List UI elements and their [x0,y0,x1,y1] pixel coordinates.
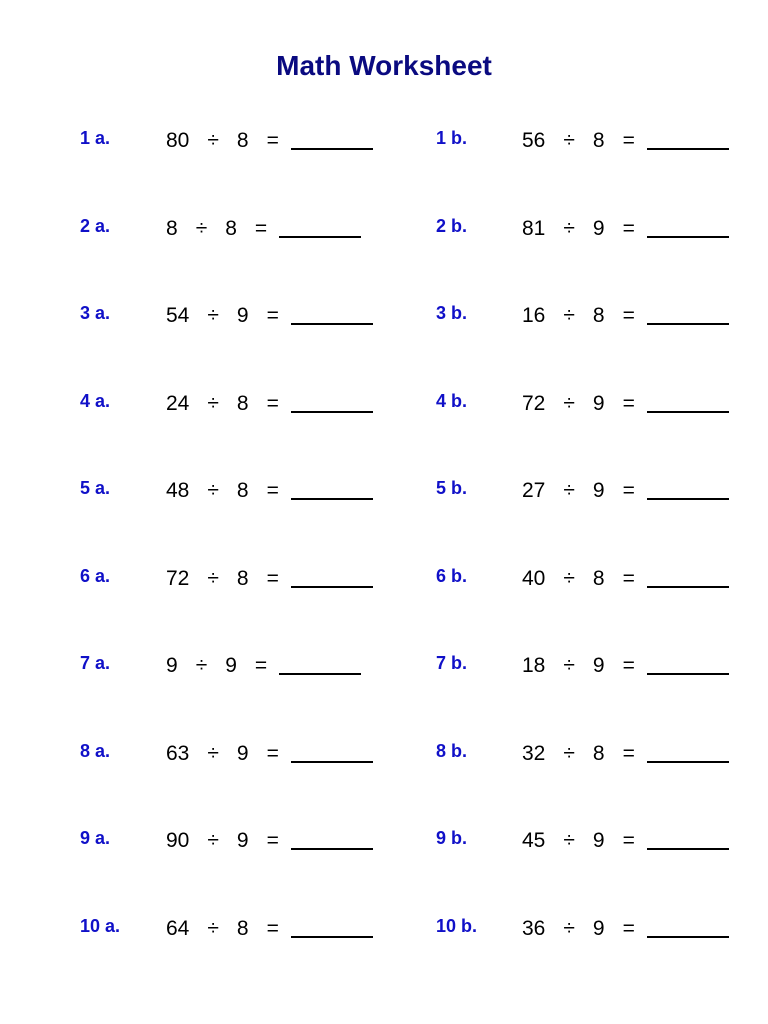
division-sign: ÷ [207,829,219,852]
problem-item [436,303,756,343]
dividend: 9 [166,654,178,677]
equals-sign: = [622,829,635,852]
problem-label: 9 b. [436,828,468,848]
division-sign: ÷ [563,566,575,590]
problem-label: 1 a. [80,128,111,148]
answer-blank[interactable] [647,479,729,500]
answer-blank[interactable] [647,567,729,588]
answer-blank[interactable] [279,217,361,238]
problem-item [80,128,400,168]
division-expression [522,479,729,503]
problem-label: 7 a. [80,653,111,673]
division-sign: ÷ [563,916,575,940]
division-expression [166,567,373,591]
dividend: 32 [522,741,546,765]
division-expression [522,129,729,153]
equals-sign: = [622,916,635,940]
problem-label: 2 a. [80,215,111,236]
dividend: 64 [166,916,190,940]
equals-sign: = [622,654,635,677]
problem-label: 8 b. [436,740,468,761]
answer-blank[interactable] [647,392,729,413]
problem-item [436,391,756,431]
divisor: 9 [236,304,249,327]
division-expression [166,304,373,328]
problem-item [80,566,400,606]
division-expression [166,654,361,678]
dividend: 48 [166,479,190,502]
divisor: 8 [236,129,249,152]
answer-blank[interactable] [647,654,729,675]
problem-label: 6 b. [436,565,468,586]
equals-sign: = [266,129,279,152]
problem-label: 10 b. [436,915,478,936]
problem-label: 2 b. [436,215,468,236]
problem-item [80,216,400,256]
division-expression [522,742,729,766]
answer-blank[interactable] [647,129,729,150]
problem-item [436,916,756,956]
answer-blank[interactable] [647,217,729,238]
equals-sign: = [622,304,635,327]
division-expression [522,917,729,941]
equals-sign: = [622,129,635,152]
division-expression [166,392,373,416]
problem-label: 8 a. [80,740,111,761]
division-sign: ÷ [207,129,219,152]
dividend: 72 [522,391,546,415]
division-sign: ÷ [195,216,208,240]
division-sign: ÷ [563,304,575,327]
dividend: 56 [522,129,546,152]
problem-item [80,653,400,693]
division-expression [166,742,373,766]
equals-sign: = [266,916,279,940]
problem-label: 9 a. [80,828,111,848]
division-expression [522,217,729,241]
problem-label: 5 b. [436,478,468,498]
dividend: 18 [522,654,546,677]
dividend: 90 [166,829,190,852]
divisor: 8 [592,741,605,765]
problem-label: 3 a. [80,303,111,323]
answer-blank[interactable] [647,829,729,850]
dividend: 36 [522,916,546,940]
answer-blank[interactable] [647,917,729,938]
answer-blank[interactable] [291,742,373,763]
equals-sign: = [266,741,279,765]
dividend: 54 [166,304,190,327]
division-expression [166,129,373,153]
equals-sign: = [266,566,279,590]
divisor: 9 [592,829,605,852]
divisor: 9 [592,654,605,677]
problem-item [436,478,756,518]
equals-sign: = [622,216,635,240]
dividend: 40 [522,566,546,590]
division-sign: ÷ [207,304,219,327]
divisor: 8 [592,304,605,327]
division-expression [522,654,729,678]
problem-item [436,128,756,168]
division-sign: ÷ [207,916,219,940]
problem-label: 6 a. [80,565,111,586]
problem-item [80,828,400,868]
problem-label: 1 b. [436,128,468,148]
division-sign: ÷ [563,129,575,152]
equals-sign: = [622,479,635,502]
answer-blank[interactable] [291,392,373,413]
answer-blank[interactable] [291,479,373,500]
division-sign: ÷ [563,479,575,502]
problem-item [80,916,400,956]
answer-blank[interactable] [291,829,373,850]
division-expression [166,917,373,941]
dividend: 45 [522,829,546,852]
equals-sign: = [266,479,279,502]
division-expression [522,567,729,591]
dividend: 80 [166,129,190,152]
problem-item [80,741,400,781]
division-sign: ÷ [195,654,208,677]
equals-sign: = [622,391,635,415]
divisor: 8 [236,479,249,502]
dividend: 27 [522,479,546,502]
division-sign: ÷ [563,391,575,415]
answer-blank[interactable] [291,917,373,938]
division-expression [522,829,729,853]
dividend: 81 [522,216,546,240]
problem-label: 7 b. [436,653,468,673]
division-expression [166,829,373,853]
divisor: 9 [592,479,605,502]
equals-sign: = [254,216,268,240]
equals-sign: = [622,566,635,590]
divisor: 8 [592,129,605,152]
divisor: 9 [592,216,605,240]
division-sign: ÷ [563,741,575,765]
problem-label: 5 a. [80,478,111,498]
division-sign: ÷ [563,654,575,677]
problem-label: 4 a. [80,390,111,411]
equals-sign: = [254,654,268,677]
problem-item [80,478,400,518]
divisor: 9 [592,916,605,940]
division-sign: ÷ [563,829,575,852]
worksheet-title: Math Worksheet [276,50,492,81]
dividend: 16 [522,304,546,327]
dividend: 63 [166,741,190,765]
problem-item [436,741,756,781]
divisor: 8 [236,391,249,415]
equals-sign: = [266,304,279,327]
problem-item [436,653,756,693]
answer-blank[interactable] [647,304,729,325]
problem-item [80,303,400,343]
problem-label: 10 a. [80,915,121,936]
problem-item [80,391,400,431]
divisor: 8 [592,566,605,590]
divisor: 9 [592,391,605,415]
problem-label: 4 b. [436,390,468,411]
problem-item [436,828,756,868]
division-expression [166,479,373,503]
divisor: 9 [225,654,237,677]
problem-label: 3 b. [436,303,468,323]
equals-sign: = [266,829,279,852]
answer-blank[interactable] [291,567,373,588]
divisor: 9 [236,829,249,852]
equals-sign: = [622,741,635,765]
division-sign: ÷ [207,391,219,415]
division-sign: ÷ [207,566,219,590]
division-sign: ÷ [207,479,219,502]
division-expression [522,304,729,328]
answer-blank[interactable] [647,742,729,763]
dividend: 8 [166,216,178,240]
answer-blank[interactable] [291,304,373,325]
dividend: 72 [166,566,190,590]
divisor: 8 [236,916,249,940]
divisor: 8 [236,566,249,590]
answer-blank[interactable] [279,654,361,675]
division-expression [522,392,729,416]
divisor: 8 [225,216,237,240]
equals-sign: = [266,391,279,415]
division-sign: ÷ [563,216,575,240]
dividend: 24 [166,391,190,415]
division-sign: ÷ [207,741,219,765]
problem-item [436,566,756,606]
answer-blank[interactable] [291,129,373,150]
problem-item [436,216,756,256]
divisor: 9 [236,741,249,765]
division-expression [166,217,361,241]
